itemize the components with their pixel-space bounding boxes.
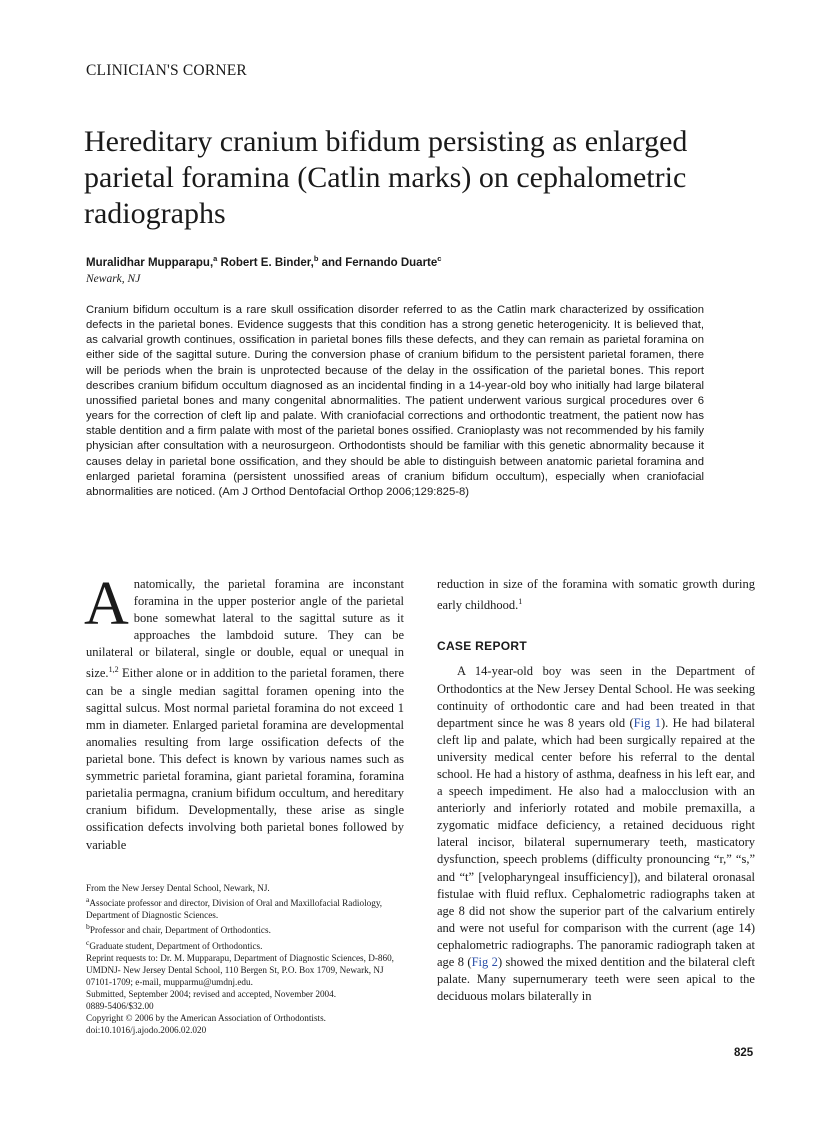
footnote-mark: a (86, 895, 90, 905)
author-affiliation-mark: b (313, 254, 319, 263)
author-affiliation-mark: c (437, 254, 442, 263)
footnote-b (86, 921, 404, 936)
footnote-copyright: Copyright © 2006 by the American Association of Orthodontists. (86, 1013, 326, 1024)
footnote-submitted: Submitted, September 2004; revised and accepted, November 2004. (86, 988, 337, 999)
article-title: Hereditary cranium bifidum persisting as enlarged parietal foramina (Catlin marks) on cephalometric radiographs (84, 125, 688, 230)
case-report-text: A 14-year-old boy was seen in the Department of Orthodontics at the New Jersey Dental School. He was seeking continuity of orthodontic care and had been treated in that department since he was 8 years old ( (437, 664, 755, 730)
abstract: Cranium bifidum occultum is a rare skull ossification disorder referred to as the Catlin mark characterized by ossification defects in the parietal bones. Evidence suggests that this condition has a strong genetic heterogenicity. It is believed that, as calvarial growth continues, ossification in parietal bones fills these defects, and they can remain as parietal foramina on either side of the sagittal suture. During the conversion phase of cranium bifidum to the persistent parietal foramen, there will be periods when the brain is unprotected because of the delay in the ossification of the parietal bones. This report describes cranium bifidum occultum diagnosed as an incidental finding in a 14-year-old boy who initially had large bilateral unossified parietal bones and many congenital abnormalities. The patient underwent various surgical procedures over 6 years for the correction of cleft lip and palate. With craniofacial corrections and orthodontic treatment, the patient now has stable dentition and a firm palate with most of the parietal bones ossified. Cranioplasty was not recommended by his family physician after consultation with a neurosurgeon. Orthodontists should be familiar with this genetic abnormality because it causes delay in parietal bone ossification, and they should be able to distinguish between anatomic parietal foramina and enlarged parietal foramina (persistent unossified areas of cranium bifidum occultum), especially when craniofacial abnormalities are noticed. (Am J Orthod Dentofacial Orthop 2006;129:825-8) (86, 304, 704, 498)
footnote-text: Associate professor and director, Division of Oral and Maxillofacial Radiology, Department of Diagnostic Sciences. (86, 898, 383, 921)
body-column-right (437, 576, 755, 1005)
case-report-text: ). He had bilateral cleft lip and palate, which had been surgically repaired at the university medical center before his referral to the dental school. He had a history of asthma, deafness in his left ear, and a speech impediment. He also had a malocclusion with an anteriorly and inferiorly rotated and mobile premaxilla, a zygomatic midface deficiency, a retained deciduous right lateral incisor, bilateral supernumerary teeth, masticatory dysfunction, speech problems (difficulty pronouncing “r,” “s,” and “t” [velopharyngeal insufficiency]), and bilateral oronasal fistulae with fluid reflux. Cephalometric radiographs taken at age 8 did not show the superior part of the calvarium entirely and were not useful for comparison with the current (age 14) cephalometric radiographs. The panoramic radiograph taken at age 8 ( (437, 715, 755, 970)
author-list (86, 254, 441, 269)
page-number: 825 (734, 1047, 754, 1059)
footnote-doi[interactable]: doi:10.1016/j.ajodo.2006.02.020 (86, 1025, 207, 1036)
author-name: Muralidhar Mupparapu, (86, 256, 214, 269)
drop-cap: A (84, 570, 129, 638)
section-label: CLINICIAN'S CORNER (86, 62, 247, 79)
author-affiliation-mark: a (213, 254, 218, 263)
case-report-paragraph (437, 663, 755, 1005)
footnote-mark: b (86, 922, 90, 932)
reference-citation[interactable]: 1 (518, 597, 523, 607)
footnote-from: From the New Jersey Dental School, Newark, NJ. (86, 883, 270, 893)
footnote-issn: 0889-5406/$32.00 (86, 1001, 154, 1012)
author-name: Robert E. Binder, (220, 256, 314, 269)
footnote-c (86, 937, 404, 952)
footnote-a (86, 894, 404, 921)
case-report-text: ) showed the mixed dentition and the bilateral cleft palate. Many supernumerary teeth were seen apical to the deciduous molars bilaterally in (437, 955, 756, 1004)
footnote-text: Graduate student, Department of Orthodontics. (89, 940, 263, 951)
body-column-left (84, 570, 404, 854)
author-separator: and (318, 256, 346, 269)
intro-text: Either alone or in addition to the parietal foramen, there can be a single median sagittal foramen opening into the sagittal sulcus. Most normal parietal foramina do not exceed 1 mm in diameter. Enlarged parietal foramina are developmental anomalies resulting from large ossification defects of the parietal bone. This defect is known by various names such as symmetric parietal foramina, giant parietal foramina, foramina parietalia permagna, cranium bifidum occultum, and hereditary cranium bifidum. Developmentally, these arise as single ossification defects involving both parietal bones followed by variable (86, 666, 404, 852)
footnote-text: Professor and chair, Department of Orthodontics. (89, 925, 271, 936)
intro-paragraph (84, 570, 404, 854)
figure-2-link[interactable]: Fig 2 (471, 955, 498, 970)
figure-1-link[interactable]: Fig 1 (633, 715, 661, 730)
footnotes (86, 882, 404, 1036)
author-name: Fernando Duarte (345, 256, 438, 269)
intro-continuation-text: reduction in size of the foramina with somatic growth during early childhood. (437, 577, 755, 613)
intro-text: natomically, the parietal foramina are inconstant foramina in the upper posterior angle of the parietal bone somewhat lateral to the sagittal suture as it approaches the lambdoid suture. They can be unilateral or bilateral, single or double, equal or unequal in size. (86, 577, 404, 681)
reference-citation[interactable]: 1,2 (108, 665, 119, 675)
intro-continuation (437, 576, 755, 614)
footnote-reprint: Reprint requests to: Dr. M. Mupparapu, Department of Diagnostic Sciences, D-860, UMDNJ- New Jersey Dental School, 110 Bergen St, P.O. Box 1709, Newark, NJ 07101-1709; e-mail, mupparmu@umdnj.edu. (86, 952, 394, 987)
case-report-heading: CASE REPORT (437, 639, 527, 654)
footnote-mark: c (86, 937, 90, 947)
author-location: Newark, NJ (86, 273, 141, 285)
